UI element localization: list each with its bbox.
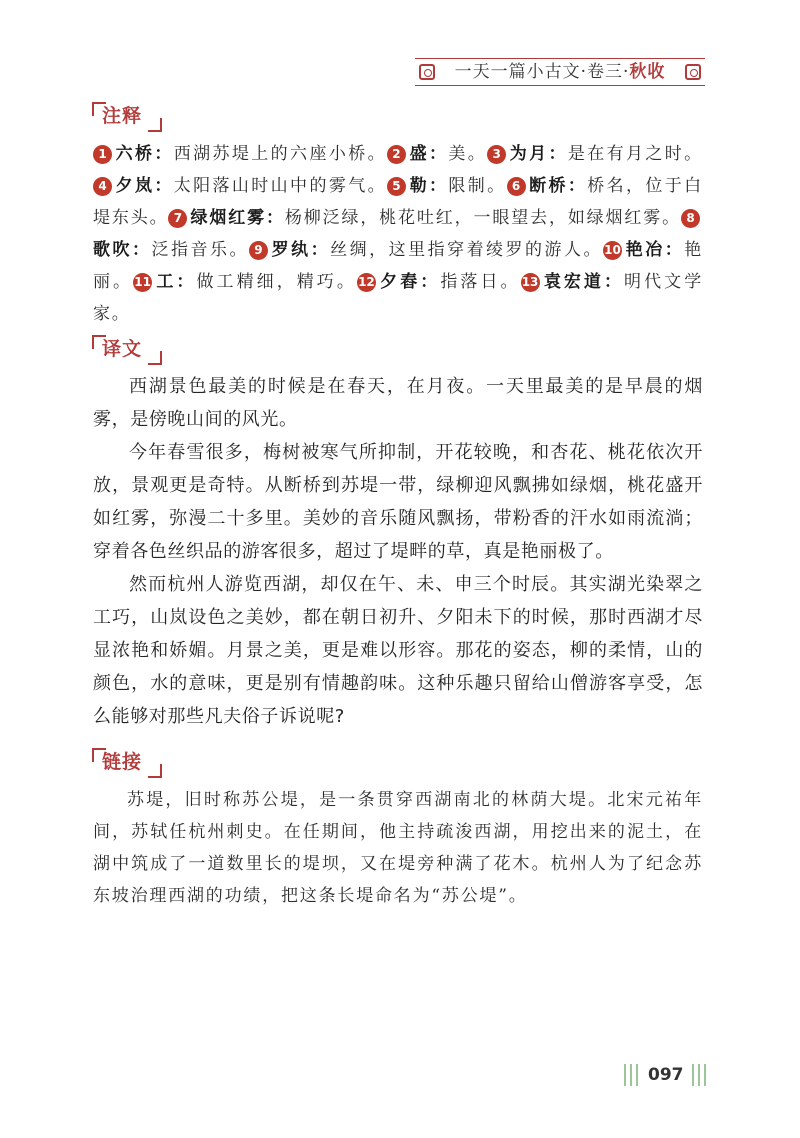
running-header	[415, 58, 705, 86]
note-definition: 美。	[448, 144, 488, 164]
header-rule-bottom	[415, 85, 705, 86]
label-corner-icon	[148, 764, 162, 778]
header-title	[445, 60, 675, 84]
note-item	[249, 240, 603, 260]
note-number-badge: 2	[387, 145, 406, 164]
header-ornament-right-icon	[685, 64, 701, 80]
note-definition: 艳丽。	[93, 240, 703, 292]
note-number-badge: 6	[507, 177, 526, 196]
note-number-badge: 3	[487, 145, 506, 164]
header-book-title: 一天一篇小古文·卷三·	[454, 62, 630, 82]
section-label-link	[92, 748, 162, 778]
note-definition: 西湖苏堤上的六座小桥。	[173, 144, 387, 164]
note-number-badge: 1	[93, 145, 112, 164]
note-item	[93, 144, 387, 164]
note-definition: 丝绸，这里指穿着绫罗的游人。	[330, 240, 604, 260]
translation-paragraph: 今年春雪很多，梅树被寒气所抑制，开花较晚，和杏花、桃花依次开放，景观更是奇特。从断桥到苏堤一带，绿柳迎风飘拂如绿烟，桃花盛开如红雾，弥漫二十多里。美妙的音乐随风飘扬，带粉香的汗水如雨流淌；穿着各色丝织品的游客很多，超过了堤畔的草，真是艳丽极了。	[93, 442, 703, 562]
note-item	[168, 208, 681, 228]
page-number-text: 097	[648, 1065, 684, 1085]
note-item	[387, 144, 487, 164]
page-bars-left-icon	[622, 1064, 642, 1086]
translation-paragraph: 西湖景色最美的时候是在春天，在月夜。一天里最美的是早晨的烟雾，是傍晚山间的风光。	[93, 376, 703, 430]
note-item	[387, 176, 507, 196]
page-bars-right-icon	[690, 1064, 710, 1086]
note-term: 绿烟红雾：	[190, 208, 285, 228]
note-term: 断桥：	[528, 176, 588, 196]
note-definition: 桥名，位于白堤东头。	[93, 176, 703, 228]
notes-heading: 注释	[102, 105, 143, 127]
note-item	[357, 272, 521, 292]
header-season: 秋收	[629, 62, 666, 82]
note-term: 夕舂：	[378, 272, 441, 292]
note-definition: 是在有月之时。	[567, 144, 703, 164]
header-rule-top	[415, 58, 705, 59]
note-number-badge: 5	[387, 177, 406, 196]
note-number-badge: 10	[603, 241, 622, 260]
note-term: 为月：	[509, 144, 568, 164]
section-label-notes	[92, 102, 162, 132]
page-number	[622, 1062, 710, 1088]
note-term: 艳冶：	[625, 240, 685, 260]
note-term: 工：	[155, 272, 197, 292]
note-definition: 明代文学家。	[93, 272, 703, 324]
note-item	[487, 144, 703, 164]
note-number-badge: 9	[249, 241, 268, 260]
note-term: 罗纨：	[270, 240, 331, 260]
header-ornament-left-icon	[419, 64, 435, 80]
note-number-badge: 8	[681, 209, 700, 228]
note-definition: 杨柳泛绿，桃花吐红，一眼望去，如绿烟红雾。	[284, 208, 682, 228]
note-definition: 做工精细，精巧。	[196, 272, 357, 292]
note-term: 袁宏道：	[542, 272, 625, 292]
note-term: 盛：	[408, 144, 449, 164]
link-heading: 链接	[102, 751, 143, 773]
note-term: 夕岚：	[115, 176, 174, 196]
note-item	[93, 176, 387, 196]
note-definition: 太阳落山时山中的雾气。	[173, 176, 387, 196]
section-label-translation	[92, 335, 162, 365]
note-number-badge: 11	[133, 273, 152, 292]
note-definition: 泛指音乐。	[151, 240, 249, 260]
translation-paragraph: 然而杭州人游览西湖，却仅在午、未、申三个时辰。其实湖光染翠之工巧，山岚设色之美妙，都在朝日初升、夕阳未下的时候，那时西湖才尽显浓艳和娇媚。月景之美，更是难以形容。那花的姿态，柳的柔情，山的颜色，水的意味，更是别有情趣韵味。这种乐趣只留给山僧游客享受，怎么能够对那些凡夫俗子诉说呢?	[93, 574, 703, 727]
note-term: 六桥：	[115, 144, 174, 164]
note-definition: 限制。	[448, 176, 507, 196]
note-term: 歌吹：	[93, 240, 152, 260]
translation-body	[93, 370, 703, 733]
link-body	[93, 784, 703, 912]
note-item	[133, 272, 357, 292]
note-term: 勒：	[408, 176, 449, 196]
note-number-badge: 12	[357, 273, 376, 292]
note-number-badge: 13	[521, 273, 540, 292]
translation-heading: 译文	[102, 338, 143, 360]
note-number-badge: 4	[93, 177, 112, 196]
note-definition: 指落日。	[440, 272, 521, 292]
note-number-badge: 7	[168, 209, 187, 228]
label-corner-icon	[148, 351, 162, 365]
notes-paragraph	[93, 138, 703, 330]
label-corner-icon	[148, 118, 162, 132]
link-paragraph: 苏堤，旧时称苏公堤，是一条贯穿西湖南北的林荫大堤。北宋元祐年间，苏轼任杭州刺史。在任期间，他主持疏浚西湖，用挖出来的泥土，在湖中筑成了一道数里长的堤坝，又在堤旁种满了花木。杭州人为了纪念苏东坡治理西湖的功绩，把这条长堤命名为“苏公堤”。	[93, 790, 703, 906]
